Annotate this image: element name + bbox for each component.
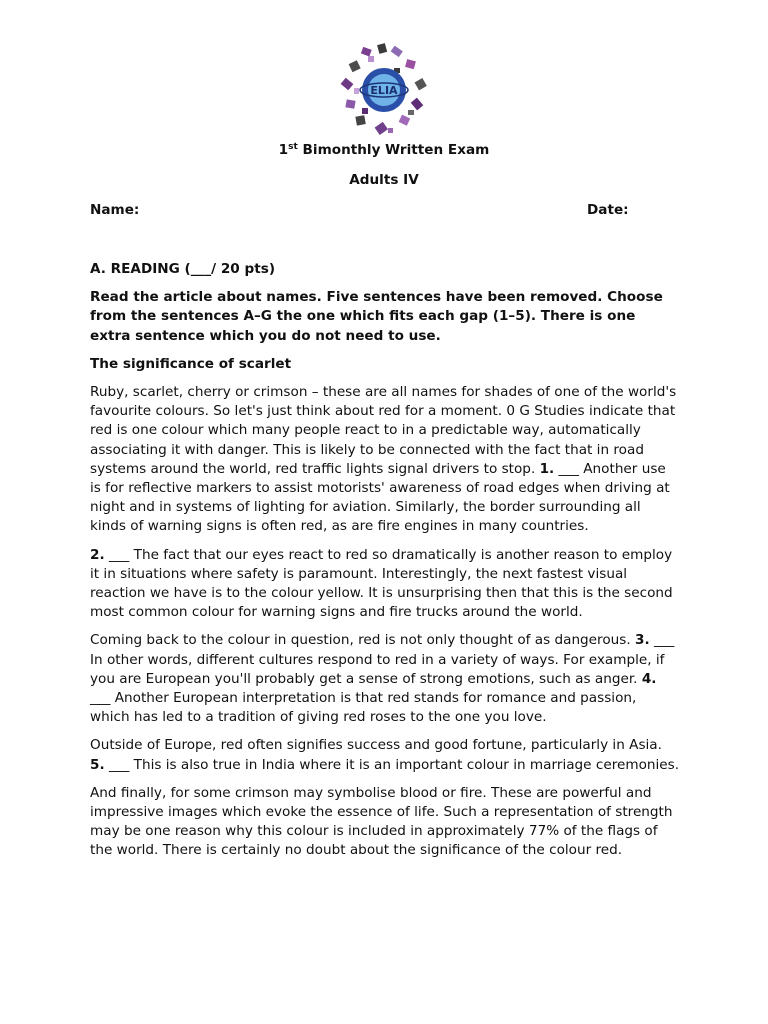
gap-number-4: 4.: [641, 670, 657, 687]
exam-title: [0, 142, 768, 158]
title-ordinal: st: [288, 142, 298, 152]
gap-number-1: 1.: [539, 460, 555, 477]
logo-text: ELIA: [370, 84, 398, 97]
article-paragraph-2: [90, 546, 680, 623]
paragraph-text: Outside of Europe, red often signifies success and good fortune, particularly in Asia.: [90, 737, 662, 754]
reading-section: [90, 260, 680, 870]
paragraph-text: ___ The fact that our eyes react to red so dramatically is another reason to employ it in situations where safety is paramount. Interestingly, the next fastest visual reaction we have is to the colour yellow. It is unsurprising then that this is the second most common colour for warning signs and fire trucks around the world.: [90, 546, 673, 621]
paragraph-text: ___ In other words, different cultures respond to red in a variety of ways. For example, if you are European you'll probably get a sense of strong emotions, such as anger.: [90, 632, 675, 687]
article-paragraph-3: [90, 631, 680, 727]
article-paragraph-4: [90, 736, 680, 774]
name-label: Name:: [90, 202, 140, 218]
school-logo: [332, 42, 436, 138]
exam-level: Adults IV: [349, 172, 419, 188]
title-number: 1: [278, 142, 289, 158]
gap-number-3: 3.: [635, 632, 650, 649]
gap-number-2: 2.: [90, 546, 105, 563]
article-paragraph-5: And finally, for some crimson may symbolise blood or fire. These are powerful and impressive images which evoke the essence of life. Such a representation of strength may be one reason why this colour is included in approximately 77% of the flags of the world. There is certainly no doubt about the significance of the colour red.: [90, 784, 673, 859]
date-label: Date:: [587, 202, 629, 218]
gap-number-5: 5.: [90, 756, 105, 773]
paragraph-text: ___ Another use is for reflective markers to assist motorists' awareness of road edges when driving at night and in systems of lighting for aviation. Similarly, the border surrounding all kinds of warning signs is often red, as are fire engines in many countries.: [90, 460, 670, 535]
paragraph-text: Ruby, scarlet, cherry or crimson – these are all names for shades of one of the world's favourite colours. So let's just think about red for a moment. 0 G Studies indicate that red is one colour which many people react to in a predictable way, automatically associating it with danger. This is likely to be connected with the fact that in road systems around the world, red traffic lights signal drivers to stop.: [90, 384, 677, 477]
paragraph-text: ___ This is also true in India where it is an important colour in marriage ceremonies.: [104, 756, 680, 773]
reading-heading: A. READING (___/ 20 pts): [90, 261, 276, 277]
paragraph-text: ___ Another European interpretation is that red stands for romance and passion, which has led to a tradition of giving red roses to the one you love.: [90, 690, 637, 726]
article-title: The significance of scarlet: [90, 355, 292, 372]
reading-instructions: Read the article about names. Five sentences have been removed. Choose from the sentences A–G the one which fits each gap (1–5). There is one extra sentence which you do not need to use.: [90, 289, 663, 344]
paragraph-text: Coming back to the colour in question, red is not only thought of as dangerous.: [90, 632, 635, 649]
title-text: Bimonthly Written Exam: [297, 142, 490, 158]
article-paragraph-1: [90, 383, 680, 537]
